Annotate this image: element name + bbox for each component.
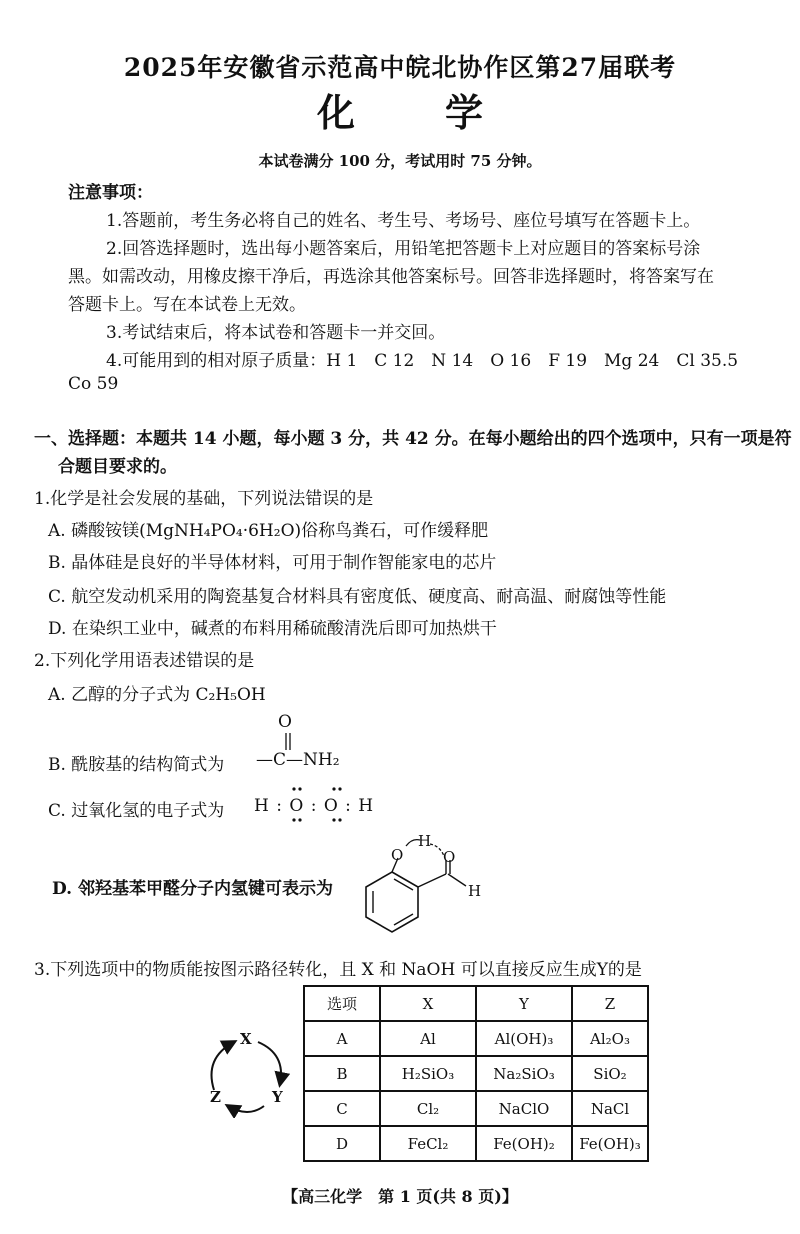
table-cell: Fe(OH)₃ bbox=[572, 1126, 648, 1161]
hydroxyl-hydrogen: H bbox=[418, 832, 432, 850]
q2-option-d: D. 邻羟基苯甲醛分子内氢键可表示为 bbox=[52, 879, 333, 899]
table-header: 选项 bbox=[304, 986, 380, 1021]
table-header: X bbox=[380, 986, 476, 1021]
amide-double-bond bbox=[282, 733, 294, 751]
aldehyde-oxygen: O bbox=[443, 848, 456, 866]
q2-option-a: A. 乙醇的分子式为 C₂H₅OH bbox=[48, 685, 266, 705]
table-row bbox=[304, 1021, 648, 1056]
table-header: Z bbox=[572, 986, 648, 1021]
amide-oxygen: O bbox=[278, 712, 292, 732]
question-3-stem: 3.下列选项中的物质能按图示路径转化，且 X 和 NaOH 可以直接反应生成Y的是 bbox=[34, 960, 642, 980]
notice-item: 3.考试结束后，将本试卷和答题卡一并交回。 bbox=[106, 323, 446, 343]
peroxide-electron-formula: H : O : O : H bbox=[254, 796, 375, 816]
table-cell: H₂SiO₃ bbox=[380, 1056, 476, 1091]
table-cell: Na₂SiO₃ bbox=[476, 1056, 572, 1091]
table-cell: B bbox=[304, 1056, 380, 1091]
hydroxyl-oxygen: O bbox=[391, 846, 404, 864]
q2-option-c: C. 过氧化氢的电子式为 bbox=[48, 801, 225, 821]
q1-option-c: C. 航空发动机采用的陶瓷基复合材料具有密度低、硬度高、耐高温、耐腐蚀等性能 bbox=[48, 587, 667, 607]
notice-item: 答题卡上。写在本试卷上无效。 bbox=[68, 295, 306, 315]
table-cell: D bbox=[304, 1126, 380, 1161]
table-header-row bbox=[304, 986, 648, 1021]
subject-title: 化学 bbox=[316, 90, 573, 135]
table-header: Y bbox=[476, 986, 572, 1021]
section-heading: 一、选择题：本题共 14 小题，每小题 3 分，共 42 分。在每小题给出的四个选项中，只有一项是符 bbox=[34, 429, 792, 449]
notice-heading: 注意事项： bbox=[68, 183, 153, 203]
question-1-stem: 1.化学是社会发展的基础，下列说法错误的是 bbox=[34, 489, 374, 509]
notice-item: 1.答题前，考生务必将自己的姓名、考生号、考场号、座位号填写在答题卡上。 bbox=[106, 211, 701, 231]
q1-option-a: A. 磷酸铵镁(MgNH₄PO₄·6H₂O)俗称鸟粪石，可作缓释肥 bbox=[48, 521, 489, 541]
cycle-label-z: Z bbox=[210, 1088, 221, 1106]
cycle-label-x: X bbox=[240, 1030, 252, 1048]
table-cell: Cl₂ bbox=[380, 1091, 476, 1126]
section-heading-cont: 合题目要求的。 bbox=[58, 457, 177, 477]
table-cell: Al(OH)₃ bbox=[476, 1021, 572, 1056]
q1-option-b: B. 晶体硅是良好的半导体材料，可用于制作智能家电的芯片 bbox=[48, 553, 497, 573]
table-cell: NaClO bbox=[476, 1091, 572, 1126]
table-row bbox=[304, 1091, 648, 1126]
table-cell: SiO₂ bbox=[572, 1056, 648, 1091]
aldehyde-hydrogen: H bbox=[468, 882, 482, 900]
cycle-label-y: Y bbox=[272, 1088, 283, 1106]
notice-item: Co 59 bbox=[68, 374, 119, 394]
table-cell: C bbox=[304, 1091, 380, 1126]
table-cell: Al bbox=[380, 1021, 476, 1056]
table-row bbox=[304, 1126, 648, 1161]
q2-option-b: B. 酰胺基的结构简式为 bbox=[48, 755, 225, 775]
table-cell: A bbox=[304, 1021, 380, 1056]
notice-item: 黑。如需改动，用橡皮擦干净后，再选涂其他答案标号。回答非选择题时，将答案写在 bbox=[68, 267, 714, 287]
q3-options-table bbox=[303, 985, 649, 1162]
table-cell: Al₂O₃ bbox=[572, 1021, 648, 1056]
exam-title: 2025年安徽省示范高中皖北协作区第27届联考 bbox=[123, 53, 677, 82]
table-row bbox=[304, 1056, 648, 1091]
table-cell: Fe(OH)₂ bbox=[476, 1126, 572, 1161]
table-cell: FeCl₂ bbox=[380, 1126, 476, 1161]
notice-item: 4.可能用到的相对原子质量：H 1 C 12 N 14 O 16 F 19 Mg 24 Cl 35.5 bbox=[106, 351, 739, 371]
lone-pair-dots bbox=[286, 786, 356, 826]
score-line: 本试卷满分 100 分，考试用时 75 分钟。 bbox=[258, 152, 542, 170]
q1-option-d: D. 在染织工业中，碱煮的布料用稀硫酸清洗后即可加热烘干 bbox=[48, 619, 497, 639]
question-2-stem: 2.下列化学用语表述错误的是 bbox=[34, 651, 255, 671]
page-footer: 【高三化学 第 1 页(共 8 页)】 bbox=[282, 1187, 518, 1206]
notice-item: 2.回答选择题时，选出每小题答案后，用铅笔把答题卡上对应题目的答案标号涂 bbox=[106, 239, 701, 259]
table-cell: NaCl bbox=[572, 1091, 648, 1126]
amide-formula: —C—NH₂ bbox=[256, 750, 340, 770]
